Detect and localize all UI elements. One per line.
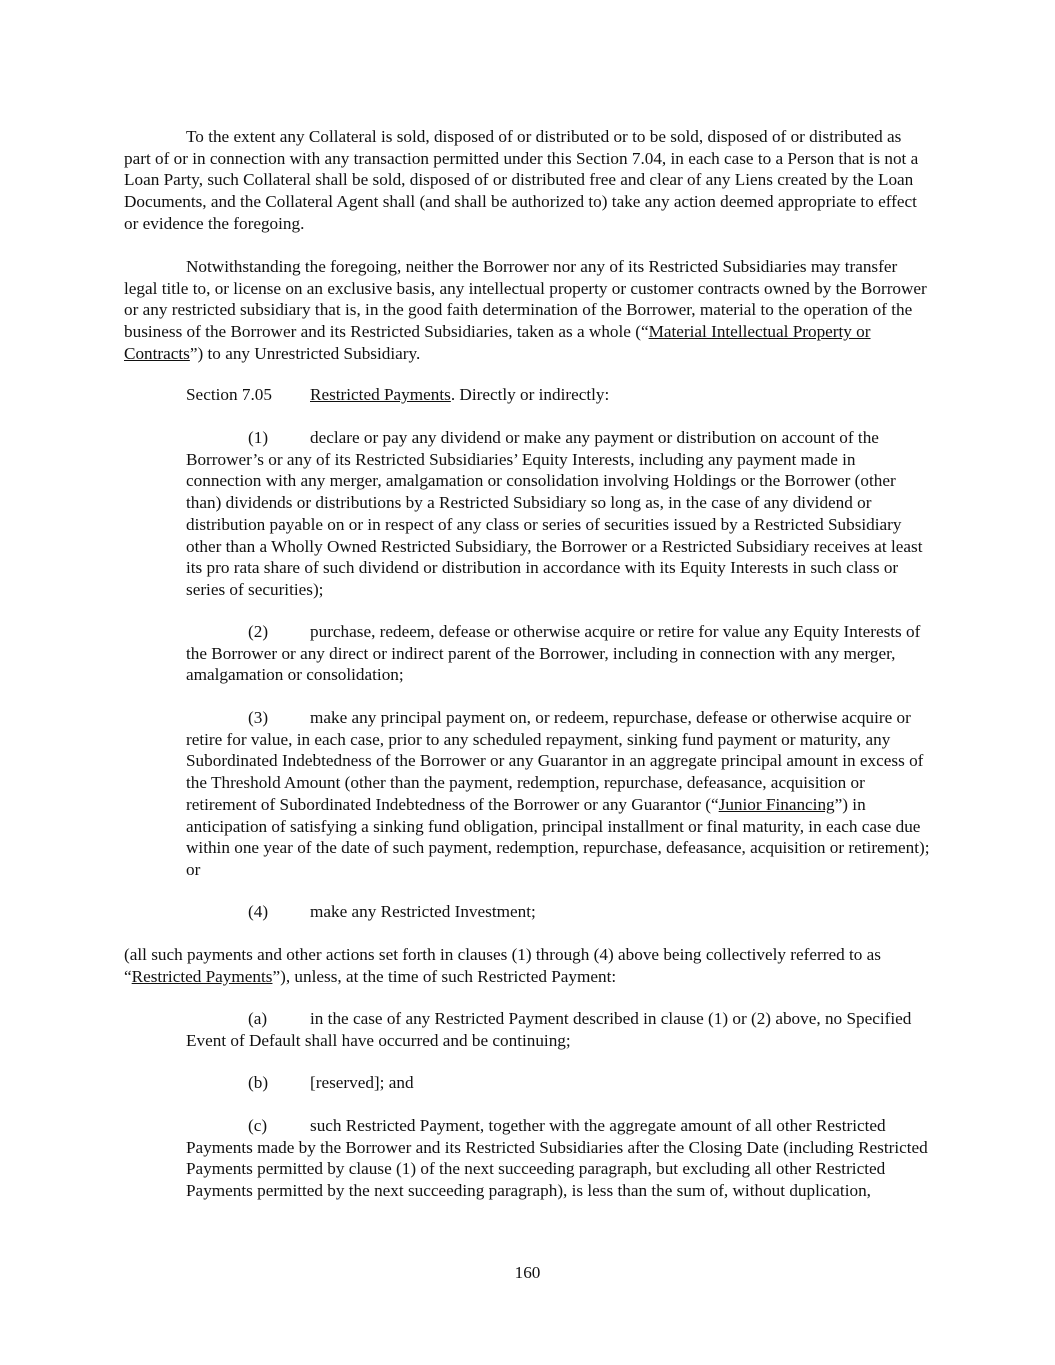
section-number: Section 7.05 — [186, 385, 272, 404]
paragraph-collateral-release — [124, 126, 932, 235]
paragraph-material-ip — [124, 256, 932, 365]
clause-c — [186, 1115, 932, 1202]
clause-text: in the case of any Restricted Payment described in clause (1) or (2) above, no Specified Event of Default shall have occurred and be continuing; — [186, 1009, 912, 1050]
defined-term: Junior Financing — [718, 794, 835, 814]
clause-number: (2) — [248, 622, 269, 641]
paragraph-text: To the extent any Collateral is sold, disposed of or distributed or to be sold, disposed of or distributed as part of or in connection with any transaction permitted under this Section 7.04, in each case to a Person that is not a Loan Party, such Collateral shall be sold, disposed of or distributed free and clear of any Liens created by the Loan Documents, and the Collateral Agent shall (and shall be authorized to) take any action deemed appropriate to effect or evidence the foregoing. — [124, 127, 919, 233]
clause-number: (b) — [248, 1073, 269, 1092]
clause-b — [186, 1072, 932, 1094]
clause-text: declare or pay any dividend or make any payment or distribution on account of the Borrower’s or any of its Restricted Subsidiaries’ Equity Interests, including any payment made in connection with any merger, amalgamation or consolidation involving Holdings or the Borrower (other than) dividends or distributions by a Restricted Subsidiary so long as, in the case of any dividend or distribution payable on or in respect of any class or series of securities issued by a Restricted Subsidiary other than a Wholly Owned Restricted Subsidiary, the Borrower or a Restricted Subsidiary receives at least its pro rata share of such dividend or distribution in accordance with its Equity Interests in such class or series of securities); — [186, 428, 923, 599]
defined-term: Material Intellectual Property or Contracts — [124, 322, 871, 363]
clause-text: such Restricted Payment, together with the aggregate amount of all other Restricted Payments made by the Borrower and its Restricted Subsidiaries after the Closing Date (including Restricted Payments permitted by clause (1) of the next succeeding paragraph, but excluding all other Restricted Payments permitted by the next succeeding paragraph), is less than the sum of, without duplication, — [186, 1116, 928, 1201]
clause-number: (3) — [248, 708, 269, 727]
paragraph-text: ”), unless, at the time of such Restricted Payment: — [272, 966, 617, 986]
clause-4 — [186, 901, 932, 923]
paragraph-text: Notwithstanding the foregoing, neither the Borrower nor any of its Restricted Subsidiaries may transfer legal title to, or license on an exclusive basis, any intellectual property or customer contracts owned by the Borrower or any restricted subsidiary that is, in the good faith determination of the Borrower, material to the operation of the business of the Borrower and its Restricted Subsidiaries, taken as a whole (“ — [124, 257, 927, 342]
clause-number: (c) — [248, 1116, 268, 1135]
clause-text: make any principal payment on, or redeem, repurchase, defease or otherwise acquire or retire for value, in each case, prior to any scheduled repayment, sinking fund payment or maturity, any Subordinated Indebtedness of the Borrower or any Guarantor in an aggregate principal amount in excess of the Threshold Amount (other than the payment, redemption, repurchase, defeasance, acquisition or retirement of Subordinated Indebtedness of the Borrower or any Guarantor (“ — [186, 708, 924, 814]
clause-text: make any Restricted Investment; — [310, 902, 536, 921]
page-number: 160 — [514, 1263, 541, 1282]
section-heading — [124, 384, 932, 406]
clause-1 — [186, 427, 932, 601]
clause-a — [186, 1008, 932, 1051]
paragraph-restricted-payments — [124, 944, 932, 987]
paragraph-text: ”) to any Unrestricted Subsidiary. — [189, 343, 421, 363]
clause-text: [reserved]; and — [310, 1073, 414, 1092]
section-title: Restricted Payments — [310, 385, 451, 404]
clause-text: ”) in anticipation of satisfying a sinking fund obligation, principal installment or final maturity, in each case due within one year of the date of such payment, redemption, repurchase, defeasance, acquisition or retirement); or — [186, 794, 930, 879]
defined-term: Restricted Payments — [131, 966, 273, 986]
paragraph-text: (all such payments and other actions set forth in clauses (1) through (4) above being collectively referred to as “ — [124, 945, 881, 986]
clause-number: (a) — [248, 1009, 268, 1028]
clause-text: purchase, redeem, defease or otherwise acquire or retire for value any Equity Interests of the Borrower or any direct or indirect parent of the Borrower, including in connection with any merger, amalgamation or consolidation; — [186, 622, 921, 685]
clause-2 — [186, 621, 932, 686]
clause-number: (4) — [248, 902, 269, 921]
section-intro: . Directly or indirectly: — [450, 385, 610, 404]
clause-3 — [186, 707, 932, 881]
clause-number: (1) — [248, 428, 269, 447]
